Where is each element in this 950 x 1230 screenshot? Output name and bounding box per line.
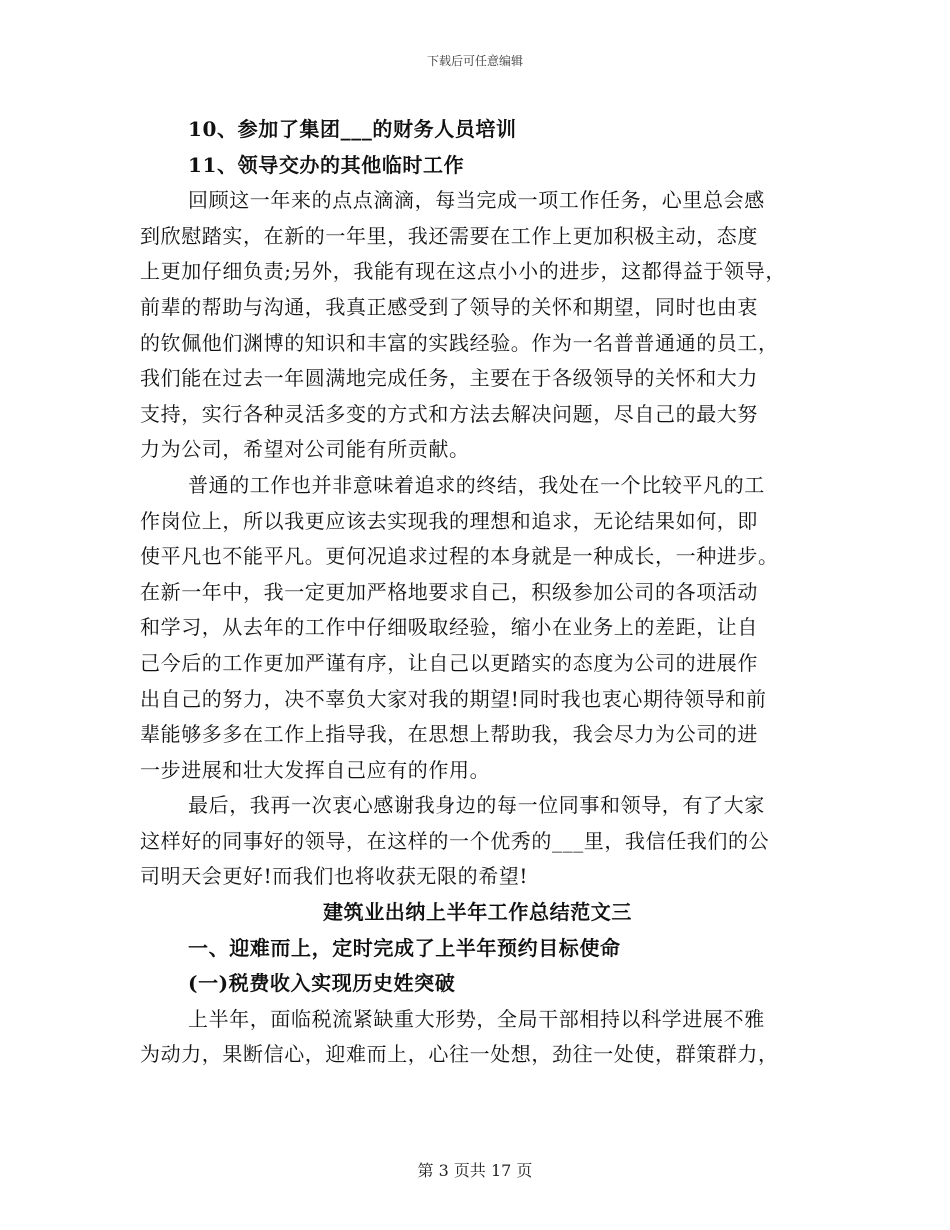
- text-line: 我们能在过去一年圆满地完成任务，主要在于各级领导的关怀和大力: [140, 366, 758, 391]
- heading-line: (一)税费收入实现历史姓突破: [188, 971, 456, 996]
- text-line: 普通的工作也并非意味着追求的终结，我处在一个比较平凡的工: [188, 472, 765, 497]
- heading-line: 建筑业出纳上半年工作总结范文三: [323, 900, 632, 925]
- text-line: 上半年，面临税流紧缺重大形势，全局干部相持以科学进展不雅: [188, 1006, 765, 1031]
- text-line: 司明天会更好!而我们也将收获无限的希望!: [140, 864, 529, 889]
- text-line: 在新一年中，我一定更加严格地要求自己，积级参加公司的各项活动: [140, 579, 758, 604]
- heading-line: 一、迎难而上，定时完成了上半年预约目标使命: [188, 935, 621, 960]
- text-line: 这样好的同事好的领导，在这样的一个优秀的___里，我信任我们的公: [140, 828, 770, 853]
- text-line: 一步进展和壮大发挥自己应有的作用。: [140, 757, 491, 782]
- text-line: 出自己的努力，决不辜负大家对我的期望!同时我也衷心期待领导和前: [140, 686, 767, 711]
- text-line: 上更加仔细负责;另外，我能有现在这点小小的进步，这都得益于领导，: [140, 259, 786, 284]
- text-line: 的钦佩他们渊博的知识和丰富的实践经验。作为一名普普通通的员工，: [140, 330, 779, 355]
- heading-line: 10、参加了集团___的财务人员培训: [188, 117, 517, 141]
- text-line: 和学习，从去年的工作中仔细吸取经验，缩小在业务上的差距，让自: [140, 615, 758, 640]
- download-note: 下载后可任意编辑: [426, 54, 523, 68]
- heading-line: 11、领导交办的其他临时工作: [188, 152, 465, 177]
- page-number: 第 3 页共 17 页: [417, 1161, 533, 1180]
- document-body: [140, 112, 815, 1073]
- text-line: 最后，我再一次衷心感谢我身边的每一位同事和领导，有了大家: [188, 793, 765, 818]
- text-line: 回顾这一年来的点点滴滴，每当完成一项工作任务，心里总会感: [188, 188, 765, 213]
- text-line: 作岗位上，所以我更应该去实现我的理想和追求，无论结果如何，即: [140, 508, 758, 533]
- text-line: 己今后的工作更加严谨有序，让自己以更踏实的态度为公司的进展作: [140, 650, 758, 675]
- text-line: 力为公司，希望对公司能有所贡献。: [140, 437, 470, 462]
- text-line: 前辈的帮助与沟通，我真正感受到了领导的关怀和期望，同时也由衷: [140, 294, 758, 319]
- text-line: 使平凡也不能平凡。更何况追求过程的本身就是一种成长，一种进步。: [140, 544, 779, 569]
- text-line: 到欣慰踏实，在新的一年里，我还需要在工作上更加积极主动，态度: [140, 223, 758, 248]
- text-line: 辈能够多多在工作上指导我，在思想上帮助我，我会尽力为公司的进: [140, 722, 758, 747]
- text-line: 为动力，果断信心，迎难而上，心往一处想，劲往一处使，群策群力，: [140, 1042, 779, 1067]
- text-line: 支持，实行各种灵活多变的方式和方法去解决问题，尽自己的最大努: [140, 401, 758, 426]
